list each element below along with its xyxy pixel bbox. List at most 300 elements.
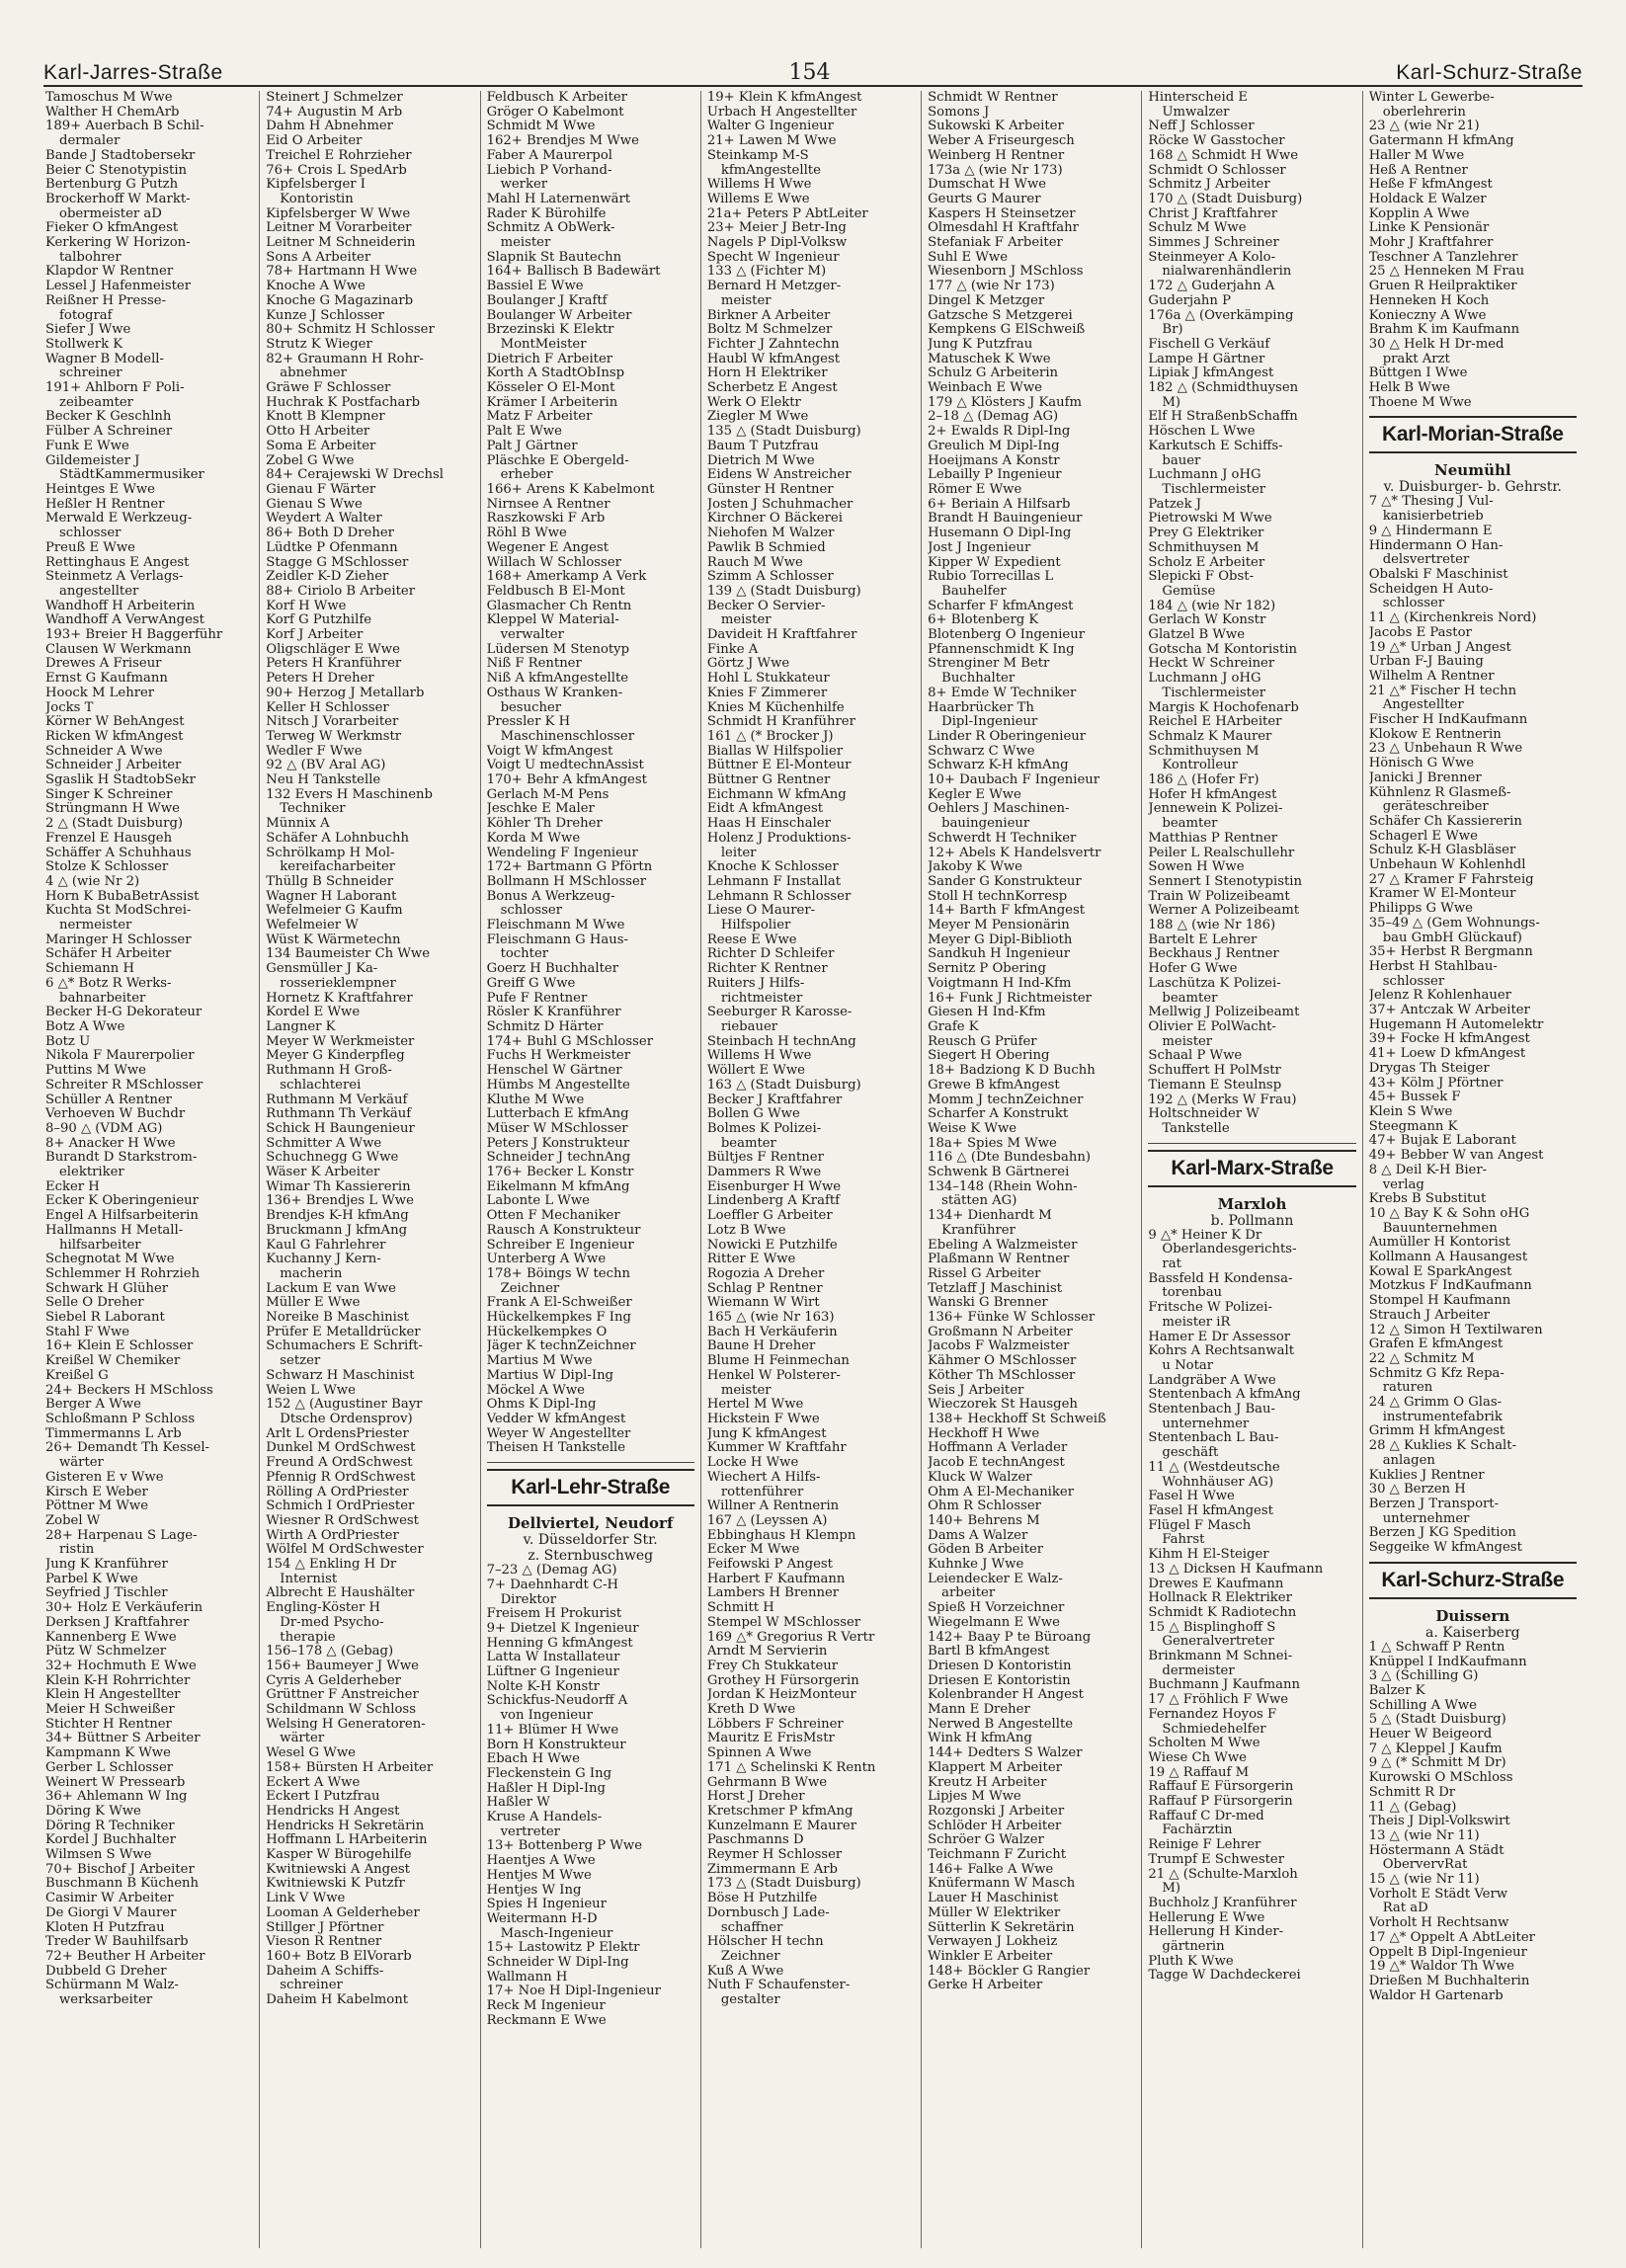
directory-entry-line: Niß F Rentner (486, 657, 582, 672)
directory-entry-line: Derksen J Kraftfahrer (45, 1615, 190, 1630)
directory-entry-line: Eid O Arbeiter (266, 134, 363, 149)
directory-entry-line: 19 △* Waldor Th Wwe (1368, 1960, 1515, 1975)
directory-entry-line: Peters J Konstrukteur (486, 1136, 630, 1151)
directory-entry-line: Engling-Köster H (266, 1601, 380, 1616)
directory-entry-line: Hallmanns H Metall- (45, 1223, 184, 1238)
column-3 (480, 91, 700, 2248)
directory-entry-line: Gienau S Wwe (266, 497, 363, 512)
directory-entry-line: Müller W Elektriker (928, 1905, 1061, 1920)
directory-entry-line: Eisenburger H Wwe (706, 1179, 842, 1194)
directory-entry-line: Fasel H kfmAngest (1148, 1503, 1273, 1518)
directory-entry-line: meister iR (1162, 1315, 1231, 1330)
directory-entry-line: Klappert M Arbeiter (928, 1760, 1062, 1775)
directory-entry-line: Winter L Gewerbe- (1368, 91, 1495, 105)
directory-entry-line: Frenzel E Hausgeh (45, 831, 173, 846)
directory-entry-line: Fülber A Schreiner (45, 425, 173, 440)
directory-entry-line: Meier H Schweißer (45, 1703, 175, 1718)
directory-entry-line: Henkel W Polsterer- (706, 1368, 841, 1383)
directory-entry-line: 21 △ (Schulte-Marxloh (1148, 1867, 1298, 1882)
directory-entry-line: verlag (1382, 1177, 1424, 1192)
directory-entry-line: Schäffer A Schuhhaus (45, 846, 192, 860)
directory-entry-line: Frank A El-Schweißer (486, 1296, 632, 1311)
directory-entry-line: Giesen H Ind-Kfm (928, 1006, 1046, 1020)
directory-entry-line: Vorholt E Städt Verw (1368, 1887, 1508, 1902)
directory-entry-line: Voigtmann H Ind-Kfm (928, 976, 1072, 991)
directory-entry-line: Urbach H Angestellter (706, 105, 857, 120)
directory-entry-line: Fernandez Hoyos F (1148, 1707, 1277, 1722)
directory-entry-line: 18a+ Spies M Wwe (928, 1136, 1057, 1151)
directory-entry-line: 139 △ (Stadt Duisburg) (706, 584, 861, 599)
directory-entry-line: Dubbeld G Dreher (45, 1964, 167, 1979)
directory-entry-line: Suhl E Wwe (928, 250, 1009, 265)
entry-list (1369, 1641, 1577, 2004)
directory-entry-line: Wagner B Modell- (45, 352, 164, 366)
directory-entry-line: Bollmann H MSchlosser (486, 874, 647, 889)
directory-entry-line: Möckel A Wwe (486, 1383, 585, 1398)
directory-entry-line: Stagge G MSchlosser (266, 555, 409, 570)
page-header (43, 51, 1583, 87)
directory-entry-line: Kuchta St ModSchrei- (45, 904, 192, 919)
directory-entry-line: Korda M Wwe (486, 831, 581, 846)
directory-entry-line: raturen (1382, 1381, 1433, 1396)
directory-entry-line: Ohms K Dipl-Ing (486, 1398, 597, 1413)
directory-entry-line: Richter K Rentner (706, 962, 828, 977)
directory-entry-line: Hohl L Stukkateur (706, 672, 830, 687)
directory-entry-line: Jacob E technAngest (928, 1456, 1065, 1471)
directory-entry-line: Specht W Ingenieur (706, 250, 840, 265)
directory-entry-line: Kranführer (941, 1223, 1016, 1238)
directory-entry-line: Lehmann F Installat (706, 874, 842, 889)
directory-entry-line: Horn H Elektriker (706, 366, 828, 381)
directory-entry-line: Meyer G Dipl-Biblioth (928, 932, 1073, 947)
directory-entry-line: Bruckmann J kfmAng (266, 1223, 408, 1238)
directory-entry-line: Cyris A Gelderheber (266, 1673, 401, 1688)
directory-entry-line: Pläschke E Obergeld- (486, 453, 629, 468)
directory-entry-line: Train W Polizeibeamt (1148, 889, 1290, 904)
directory-entry-line: therapie (280, 1630, 336, 1645)
directory-entry-line: Tischlermeister (1162, 482, 1266, 497)
header-street-start: Karl-Jarres-Straße (43, 61, 223, 84)
directory-entry-line: Huchrak K Postfacharb (266, 395, 421, 410)
directory-entry-line: geräteschreiber (1382, 800, 1489, 815)
directory-entry-line: Hofer G Wwe (1148, 962, 1238, 977)
directory-entry-line: dermaler (59, 134, 121, 149)
directory-entry-line: Schmithuysen M (1148, 744, 1260, 759)
directory-entry-line: Wiese Ch Wwe (1148, 1750, 1247, 1765)
directory-entry-line: 34+ Büttner S Arbeiter (45, 1732, 201, 1746)
directory-entry-line: Momm J technZeichner (928, 1093, 1084, 1107)
directory-entry-line: Kreißel G (45, 1368, 109, 1383)
directory-entry-line: Kuhnke J Wwe (928, 1558, 1024, 1573)
directory-entry-line: Helk B Wwe (1368, 381, 1450, 396)
directory-entry-line: De Giorgi V Maurer (45, 1905, 177, 1920)
directory-entry-line: Kasper W Bürogehilfe (266, 1848, 412, 1863)
directory-entry-line: 39+ Focke H kfmAngest (1368, 1032, 1530, 1047)
directory-entry-line: Röcke W Gasstocher (1148, 134, 1285, 149)
directory-entry-line: Wieczorek St Hausgeh (928, 1398, 1078, 1413)
directory-entry-line: unternehmer (1382, 1511, 1470, 1526)
directory-entry-line: Kontrolleur (1162, 759, 1238, 773)
directory-entry-line: werksarbeiter (59, 1993, 153, 2008)
directory-entry-line: Strenginer M Betr (928, 657, 1050, 672)
directory-entry-line: beamter (720, 1136, 776, 1151)
directory-entry-line: Hamer E Dr Assessor (1148, 1330, 1291, 1344)
directory-entry-line: Haas H Einschaler (706, 817, 831, 832)
directory-entry-line: Döring K Wwe (45, 1804, 141, 1819)
directory-entry-line: Hoffmann A Verlader (928, 1441, 1068, 1456)
directory-entry-line: 156–178 △ (Gebag) (266, 1645, 394, 1660)
directory-entry-line: Timmermanns L Arb (45, 1426, 182, 1441)
directory-entry-line: 172+ Bartmann G Pförtn (486, 860, 653, 875)
directory-entry-line: Grewe B kfmAngest (928, 1078, 1060, 1093)
directory-entry-line: Schröer G Walzer (928, 1833, 1044, 1848)
directory-entry-line: Fleischmann M Wwe (486, 919, 625, 933)
directory-entry-line: Steinkamp M-S (706, 148, 809, 163)
directory-entry-line: 138+ Heckhoff St Schweiß (928, 1412, 1106, 1426)
directory-entry-line: Kohrs A Rechtsanwalt (1148, 1344, 1295, 1359)
directory-entry-line: Osthaus W Kranken- (486, 686, 623, 700)
directory-entry-line: Schreiter R MSchlosser (45, 1078, 203, 1093)
directory-entry-line: Wimar Th Kassiererin (266, 1179, 411, 1194)
directory-entry-line: 15 △ (wie Nr 11) (1368, 1873, 1480, 1888)
directory-entry-line: 16+ Funk J Richtmeister (928, 991, 1092, 1006)
directory-entry-line: Dtsche Ordensprov) (280, 1412, 413, 1426)
street-heading: Karl-Schurz-Straße (1369, 1562, 1577, 1599)
directory-entry-line: Ruthmann M Verkäuf (266, 1093, 408, 1107)
directory-entry-line: Wölfel M OrdSchwester (266, 1543, 424, 1558)
directory-entry-line: 19 △ Raffauf M (1148, 1765, 1250, 1780)
directory-entry-line: Fachärztin (1162, 1823, 1233, 1838)
directory-entry-line: Beier C Stenotypistin (45, 163, 188, 178)
directory-entry-line: Kempkens G ElSchweiß (928, 323, 1086, 338)
directory-entry-line: Stompel H Kaufmann (1368, 1294, 1511, 1309)
directory-entry-line: 11 △ (Westdeutsche (1148, 1460, 1280, 1475)
directory-entry-line: Ricken W kfmAngest (45, 729, 184, 744)
directory-entry-line: 134+ Dienhardt M (928, 1209, 1052, 1224)
directory-entry-line: Jäger K technZeichner (486, 1339, 636, 1354)
directory-entry-line: Stentenbach J Bau- (1148, 1403, 1275, 1418)
directory-entry-line: Lauer H Maschinist (928, 1892, 1059, 1906)
directory-entry-line: Peiler L Realschullehr (1148, 846, 1295, 860)
directory-entry-line: Stefaniak F Arbeiter (928, 236, 1063, 251)
directory-entry-line: 178+ Böings W techn (486, 1266, 630, 1281)
street-range: z. Sternbuschweg (528, 1548, 654, 1565)
directory-entry-line: Schmidt W Rentner (928, 91, 1058, 105)
directory-entry-line: Zimmermann E Arb (706, 1862, 838, 1877)
directory-entry-line: Wilmsen S Wwe (45, 1848, 152, 1863)
directory-entry-line: Klapdor W Rentner (45, 265, 174, 280)
directory-entry-line: Korf J Arbeiter (266, 628, 364, 643)
directory-entry-line: Rölling A OrdPriester (266, 1485, 409, 1499)
directory-entry-line: Jelenz R Kohlenhauer (1368, 989, 1511, 1004)
directory-entry-line: Brandt H Bauingenieur (928, 512, 1083, 526)
directory-entry-line: Techniker (280, 802, 346, 817)
directory-entry-line: Gräwe F Schlosser (266, 381, 391, 396)
directory-entry-line: Münnix A (266, 817, 330, 832)
directory-entry-line: Rogozia A Dreher (706, 1266, 825, 1281)
directory-entry-line: riebauer (720, 1020, 778, 1034)
directory-entry-line: Peters H Kranführer (266, 657, 402, 672)
directory-entry-line: Schäfer Ch Kassiererin (1368, 814, 1522, 829)
directory-entry-line: Wiesenborn J MSchloss (928, 265, 1084, 280)
directory-entry-line: Hönisch G Wwe (1368, 757, 1475, 771)
directory-entry-line: 45+ Bussek F (1368, 1091, 1461, 1105)
directory-entry-line: bauingenieur (941, 817, 1030, 832)
directory-entry-line: Neff J Schlosser (1148, 120, 1255, 134)
directory-entry-line: Dr-med Psycho- (280, 1615, 384, 1630)
directory-entry-line: Berzen J KG Spedition (1368, 1526, 1516, 1541)
directory-entry-line: 78+ Hartmann H Wwe (266, 265, 418, 280)
directory-entry-line: Krämer I Arbeiterin (486, 395, 618, 410)
directory-entry-line: Bültjes F Rentner (706, 1151, 824, 1166)
directory-entry-line: Klein S Wwe (1368, 1105, 1453, 1119)
directory-entry-line: Palt E Wwe (486, 425, 562, 440)
directory-entry-line: Holenz J Produktions- (706, 831, 852, 846)
directory-entry-line: Hofer H kfmAngest (1148, 787, 1277, 802)
directory-entry-line: von Ingenieur (500, 1709, 593, 1724)
directory-entry-line: werker (500, 178, 548, 193)
directory-entry-line: 144+ Dedters S Walzer (928, 1746, 1083, 1761)
directory-entry-line: Henneken H Koch (1368, 293, 1490, 308)
directory-entry-line: 27 △ Kramer F Fahrsteig (1368, 872, 1534, 887)
directory-entry-line: 9 △ (* Schmitt M Dr) (1368, 1756, 1506, 1771)
directory-entry-line: 9 △* Heiner K Dr (1148, 1228, 1262, 1243)
directory-entry-line: Dietrich F Arbeiter (486, 352, 613, 366)
directory-entry-line: 134–148 (Rhein Wohn- (928, 1179, 1078, 1194)
directory-entry-line: Großmann N Arbeiter (928, 1325, 1073, 1339)
directory-entry-line: Haßler W (486, 1796, 550, 1811)
directory-entry-line: richtmeister (720, 991, 803, 1006)
directory-entry-line: Willems H Wwe (706, 178, 812, 193)
directory-entry-line: Josten J Schuhmacher (706, 497, 854, 512)
column-6 (1141, 91, 1361, 2248)
directory-entry-line: Nolte K-H Konstr (486, 1679, 600, 1694)
directory-entry-line: Eckert I Putzfrau (266, 1790, 380, 1805)
directory-entry-line: Preuß E Wwe (45, 540, 135, 555)
directory-entry-line: Matuschek K Wwe (928, 352, 1051, 366)
directory-entry-line: Seyfried J Tischler (45, 1586, 168, 1601)
directory-entry-line: 134 Baumeister Ch Wwe (266, 947, 431, 962)
directory-entry-line: schlosser (500, 904, 563, 919)
directory-entry-line: Schagerl E Wwe (1368, 829, 1478, 844)
directory-entry-line: 13 △ (wie Nr 11) (1368, 1828, 1480, 1843)
directory-entry-line: Horst J Dreher (706, 1790, 805, 1805)
directory-entry-line: 12+ Abels K Handelsvertr (928, 846, 1101, 860)
directory-entry-line: Harbert F Kaufmann (706, 1572, 846, 1586)
directory-entry-line: elektriker (59, 1166, 124, 1180)
directory-entry-line: kanisierbetrieb (1382, 510, 1484, 525)
directory-entry-line: Buchmann J Kaufmann (1148, 1678, 1300, 1693)
directory-entry-line: meister (1162, 1034, 1213, 1049)
directory-entry-line: Arlt L OrdensPriester (266, 1426, 409, 1441)
directory-entry-line: 35+ Herbst R Bergmann (1368, 945, 1533, 960)
directory-entry-line: Mahl H Laternenwärt (486, 192, 631, 206)
directory-entry-line: Kähmer O MSchlosser (928, 1354, 1077, 1369)
directory-entry-line: Karkutsch E Schiffs- (1148, 439, 1283, 453)
directory-entry-line: Frey Ch Stukkateur (706, 1659, 839, 1673)
directory-entry-line: Slepicki F Obst- (1148, 570, 1255, 585)
directory-entry-line: 166+ Arens K Kabelmont (486, 482, 655, 497)
directory-entry-line: Tankstelle (1162, 1121, 1230, 1136)
directory-entry-line: Slapnik St Bautechn (486, 250, 622, 265)
directory-entry-line: Höstermann A Städt (1368, 1843, 1504, 1858)
directory-entry-line: Brahm K im Kaufmann (1368, 323, 1520, 338)
directory-entry-line: Tagge W Dachdeckerei (1148, 1969, 1301, 1984)
directory-entry-line: 192 △ (Merks W Frau) (1148, 1093, 1297, 1107)
directory-entry-line: 7 △* Thesing J Vul- (1368, 495, 1494, 510)
directory-entry-line: 84+ Cerajewski W Drechsl (266, 468, 445, 483)
directory-entry-line: Walter G Ingenieur (706, 120, 834, 134)
directory-entry-line: Liebich P Vorhand- (486, 163, 612, 178)
directory-entry-line: 179 △ Klösters J Kaufm (928, 395, 1083, 410)
directory-entry-line: Kurowski O MSchloss (1368, 1771, 1513, 1786)
directory-entry-line: Schuffert H PolMstr (1148, 1064, 1281, 1079)
directory-entry-line: ObervervRat (1382, 1858, 1468, 1873)
directory-entry-line: Sukowski K Arbeiter (928, 120, 1064, 134)
directory-entry-line: 21+ Lawen M Wwe (706, 134, 837, 149)
directory-entry-line: Voigt W kfmAngest (486, 744, 613, 759)
directory-entry-line: Welsing H Generatoren- (266, 1717, 426, 1732)
directory-entry-line: 12 △ Simon H Textilwaren (1368, 1323, 1543, 1337)
directory-entry-line: Schwarz H Maschinist (266, 1368, 415, 1383)
directory-entry-line: Jacobs E Pastor (1368, 625, 1472, 640)
directory-entry-line: 182 △ (Schmidthuysen (1148, 381, 1299, 396)
directory-entry-line: Link V Wwe (266, 1892, 346, 1906)
directory-entry-line: Kipper W Expedient (928, 555, 1061, 570)
directory-entry-line: Janicki J Brenner (1368, 770, 1482, 785)
directory-entry-line: Leiendecker E Walz- (928, 1572, 1063, 1586)
directory-entry-line: Kühnlenz R Glasmeß- (1368, 785, 1511, 800)
directory-entry-line: Casimir W Arbeiter (45, 1892, 174, 1906)
directory-entry-line: Dumschat H Wwe (928, 178, 1047, 193)
directory-entry-line: 30+ Holz E Verkäuferin (45, 1601, 203, 1616)
directory-entry-line: Otten F Mechaniker (486, 1209, 620, 1224)
directory-entry-line: 168+ Amerkamp A Verk (486, 570, 647, 585)
directory-entry-line: 19 △* Urban J Angest (1368, 640, 1511, 655)
directory-entry-line: Geurts G Maurer (928, 192, 1041, 206)
directory-entry-line: Stillger J Pförtner (266, 1920, 384, 1935)
directory-entry-line: Dunkel M OrdSchwest (266, 1441, 416, 1456)
directory-entry-line: Höschen L Wwe (1148, 425, 1256, 440)
directory-entry-line: Dahm H Abnehmer (266, 120, 393, 134)
directory-entry-line: Schildmann W Schloss (266, 1703, 416, 1718)
directory-entry-line: Simmes J Schreiner (1148, 236, 1279, 251)
directory-entry-line: Schmitt R Dr (1368, 1785, 1456, 1800)
directory-entry-line: Reißner H Presse- (45, 293, 167, 308)
directory-entry-line: macherin (280, 1266, 343, 1281)
directory-entry-line: 47+ Bujak E Laborant (1368, 1134, 1516, 1149)
directory-entry-line: Tetzlaff J Maschinist (928, 1281, 1063, 1296)
street-heading: Karl-Marx-Straße (1148, 1150, 1355, 1187)
directory-entry-line: Wandhoff A VerwAngest (45, 613, 204, 628)
directory-entry-line: Albrecht E Haushälter (266, 1586, 415, 1601)
directory-entry-line: Siefer J Wwe (45, 323, 131, 338)
directory-entry-line: Ecker K Oberingenieur (45, 1194, 199, 1209)
column-1 (43, 91, 259, 2248)
directory-entry-line: Schneider A Wwe (45, 744, 163, 759)
directory-entry-line: Schmitter A Wwe (266, 1136, 382, 1151)
directory-entry-line: Gerber L Schlosser (45, 1760, 174, 1775)
directory-entry-line: 116 △ (Dte Bundesbahn) (928, 1151, 1091, 1166)
directory-entry-line: Driesen D Kontoristin (928, 1659, 1072, 1673)
directory-entry-line: Baune H Dreher (706, 1339, 816, 1354)
directory-entry-line: Pressler K H (486, 715, 571, 730)
directory-entry-line: Loeffler G Arbeiter (706, 1209, 833, 1224)
directory-entry-line: Stollwerk K (45, 337, 123, 352)
directory-entry-line: Kramer W El-Monteur (1368, 887, 1516, 902)
directory-entry-line: Funk E Wwe (45, 439, 129, 453)
directory-entry-line: Husemann O Dipl-Ing (928, 526, 1072, 541)
directory-entry-line: Weise K Wwe (928, 1121, 1017, 1136)
directory-entry-line: Kirchner O Bäckerei (706, 512, 843, 526)
directory-entry-line: Oberlandesgerichts- (1162, 1243, 1297, 1257)
directory-entry-line: 82+ Graumann H Rohr- (266, 352, 424, 366)
directory-entry-line: 5 △ (Stadt Duisburg) (1368, 1713, 1506, 1728)
directory-entry-line: Wilhelm A Rentner (1368, 669, 1495, 684)
directory-entry-line: 136+ Brendjes L Wwe (266, 1194, 414, 1209)
directory-entry-line: abnehmer (280, 366, 347, 381)
directory-entry-line: 23 △ Unbehaun R Wwe (1368, 742, 1523, 757)
directory-entry-line: Reinige F Lehrer (1148, 1838, 1261, 1853)
directory-entry-line: 9+ Dietzel K Ingenieur (486, 1621, 639, 1636)
directory-entry-line: Hümbs M Angestellte (486, 1078, 630, 1093)
directory-entry-line: Kollmann A Hausangest (1368, 1251, 1528, 1265)
directory-entry-line: Feldbusch K Arbeiter (486, 91, 627, 105)
directory-entry-line: angestellter (59, 584, 139, 599)
directory-entry-line: Löbbers F Schreiner (706, 1717, 844, 1732)
directory-entry-line: Terweg W Werkmstr (266, 729, 402, 744)
directory-entry-line: Davideit H Kraftfahrer (706, 628, 857, 643)
directory-entry-line: Gatermann H kfmAng (1368, 134, 1514, 149)
directory-entry-line: Schlöder H Arbeiter (928, 1819, 1062, 1833)
directory-entry-line: Hilfspolier (720, 919, 791, 933)
directory-entry-line: beamter (1162, 817, 1218, 832)
directory-entry-line: instrumentefabrik (1382, 1410, 1503, 1424)
directory-entry-line: Feifowski P Angest (706, 1558, 833, 1573)
directory-entry-line: arbeiter (941, 1586, 996, 1601)
directory-entry-line: Strauch J Arbeiter (1368, 1308, 1490, 1323)
directory-entry-line: Unbehaun W Kohlenhdl (1368, 858, 1526, 873)
directory-entry-line: Haentjes A Wwe (486, 1854, 596, 1869)
directory-entry-line: Grafe K (928, 1020, 979, 1034)
directory-entry-line: Seis J Arbeiter (928, 1383, 1024, 1398)
directory-entry-line: Fritsche W Polizei- (1148, 1301, 1272, 1316)
directory-entry-line: Spinnen A Wwe (706, 1746, 812, 1761)
directory-entry-line: Kunzelmann E Maurer (706, 1819, 856, 1833)
directory-entry-line: Margis K Hochofenarb (1148, 700, 1299, 715)
directory-entry-line: Weinert W Pressearb (45, 1775, 186, 1790)
directory-entry-line: Pütz W Schmelzer (45, 1645, 167, 1660)
directory-entry-line: Umwalzer (1162, 105, 1230, 120)
directory-entry-line: Nitsch J Vorarbeiter (266, 715, 399, 730)
district-name: Neumühl (1434, 461, 1511, 480)
directory-entry-line: Patzek J (1148, 497, 1202, 512)
directory-entry-line: Matthias P Rentner (1148, 831, 1278, 846)
directory-entry-line: Dams A Walzer (928, 1528, 1028, 1543)
directory-entry-line: Vieson R Rentner (266, 1935, 382, 1950)
directory-entry-line: Willach W Schlosser (486, 555, 621, 570)
directory-entry-line: Göden B Arbeiter (928, 1543, 1044, 1558)
directory-entry-line: Fahrst (1162, 1533, 1205, 1548)
directory-entry-line: Wirth A OrdPriester (266, 1528, 399, 1543)
directory-entry-line: Merwald E Werkzeug- (45, 512, 193, 526)
directory-entry-line: Schwark H Glüher (45, 1281, 169, 1296)
directory-entry-line: Freund A OrdSchwest (266, 1456, 413, 1471)
directory-entry-line: Olivier E PolWacht- (1148, 1020, 1276, 1034)
directory-entry-line: Bollen G Wwe (706, 1107, 800, 1122)
directory-entry-line: Reese E Wwe (706, 932, 797, 947)
directory-entry-line: Dietrich M Wwe (706, 453, 815, 468)
